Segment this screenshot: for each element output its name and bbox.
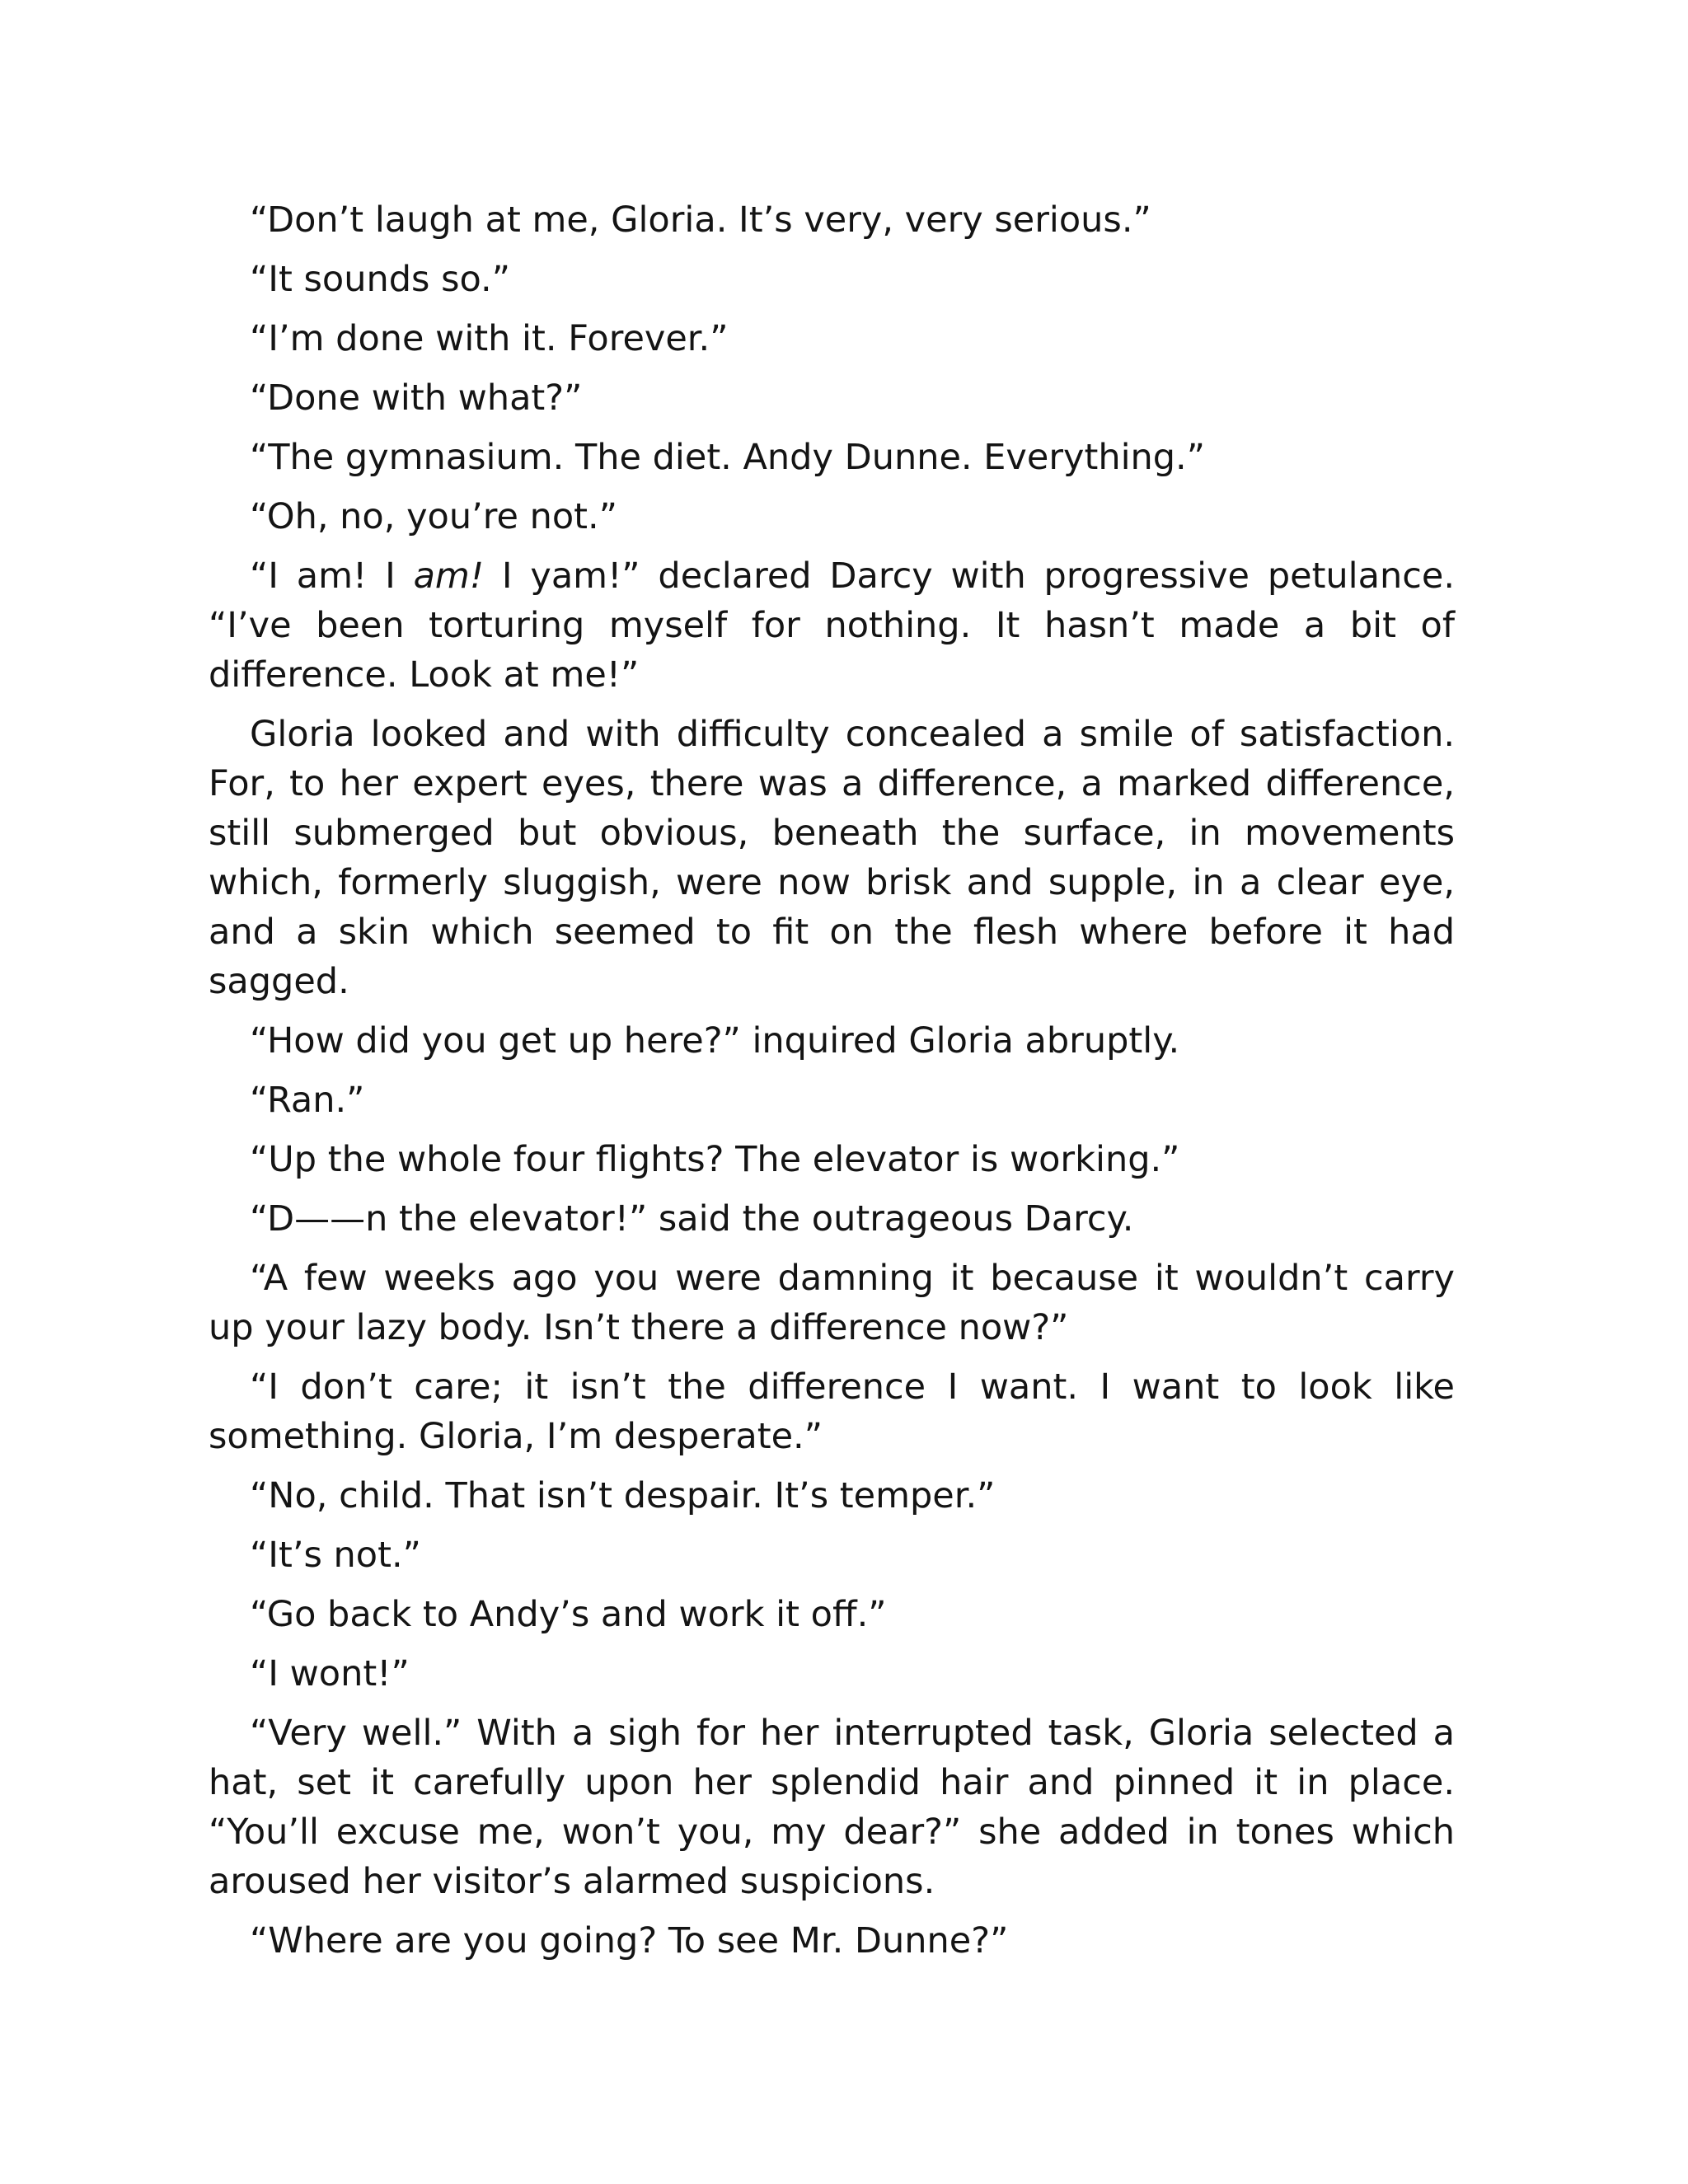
paragraph: [209, 1590, 1455, 1639]
paragraph-text: “Ran.”: [250, 1080, 365, 1121]
paragraph: [209, 1135, 1455, 1184]
paragraph-text: “The gymnasium. The diet. Andy Dunne. Everything.”: [250, 437, 1206, 478]
paragraph-text: “How did you get up here?” inquired Gloria abruptly.: [250, 1020, 1180, 1062]
paragraph-text: “Done with what?”: [250, 377, 583, 419]
paragraph-text: “No, child. That isn’t despair. It’s temper.”: [250, 1475, 996, 1516]
paragraph: [209, 710, 1455, 1006]
paragraph-text: “Where are you going? To see Mr. Dunne?”: [250, 1920, 1009, 1961]
paragraph: [209, 1916, 1455, 1966]
paragraph-text: “I wont!”: [250, 1653, 410, 1694]
paragraph-text: “A few weeks ago you were damning it because it wouldn’t carry up your lazy body. Isn’t there a difference now?”: [209, 1258, 1455, 1348]
paragraph-text: “Go back to Andy’s and work it off.”: [250, 1594, 887, 1635]
paragraph: [209, 1254, 1455, 1352]
paragraph-text: “It’s not.”: [250, 1535, 421, 1576]
paragraph-text: I yam!” declared Darcy with progressive petulance. “I’ve been torturing myself for nothing. It hasn’t made a bit of difference. Look at me!”: [209, 555, 1455, 696]
paragraph: [209, 492, 1455, 541]
paragraph: [209, 1649, 1455, 1699]
paragraph: [209, 255, 1455, 304]
paragraph-text: “Up the whole four flights? The elevator is working.”: [250, 1139, 1180, 1180]
paragraph-text: “I’m done with it. Forever.”: [250, 318, 729, 359]
italic-text: am!: [413, 555, 485, 597]
paragraph: [209, 314, 1455, 363]
paragraph: [209, 1194, 1455, 1244]
paragraph: [209, 433, 1455, 482]
paragraph: [209, 1016, 1455, 1066]
page-text: [209, 195, 1455, 1975]
paragraph: [209, 1471, 1455, 1521]
paragraph-text: Gloria looked and with difficulty concealed a smile of satisfaction. For, to her expert eyes, there was a difference, a marked difference, still submerged but obvious, beneath the surface, in movements which, formerly sluggish, were now brisk and supple, in a clear eye, and a skin which seemed to fit on the flesh where before it had sagged.: [209, 714, 1455, 1002]
paragraph: [209, 551, 1455, 700]
paragraph: [209, 1076, 1455, 1125]
paragraph-text: “It sounds so.”: [250, 259, 510, 300]
paragraph: [209, 1530, 1455, 1580]
paragraph: [209, 1362, 1455, 1461]
paragraph-text: “I am! I: [250, 555, 414, 597]
paragraph: [209, 195, 1455, 245]
paragraph: [209, 373, 1455, 423]
paragraph: [209, 1708, 1455, 1906]
paragraph-text: “Very well.” With a sigh for her interrupted task, Gloria selected a hat, set it carefully upon her splendid hair and pinned it in place. “You’ll excuse me, won’t you, my dear?” she added in tones which aroused her visitor’s alarmed suspicions.: [209, 1713, 1455, 1902]
paragraph-text: “Don’t laugh at me, Gloria. It’s very, very serious.”: [250, 199, 1151, 241]
paragraph-text: “D——n the elevator!” said the outrageous Darcy.: [250, 1198, 1134, 1240]
paragraph-text: “I don’t care; it isn’t the difference I want. I want to look like something. Gloria, I’m desperate.”: [209, 1366, 1455, 1457]
paragraph-text: “Oh, no, you’re not.”: [250, 496, 617, 537]
